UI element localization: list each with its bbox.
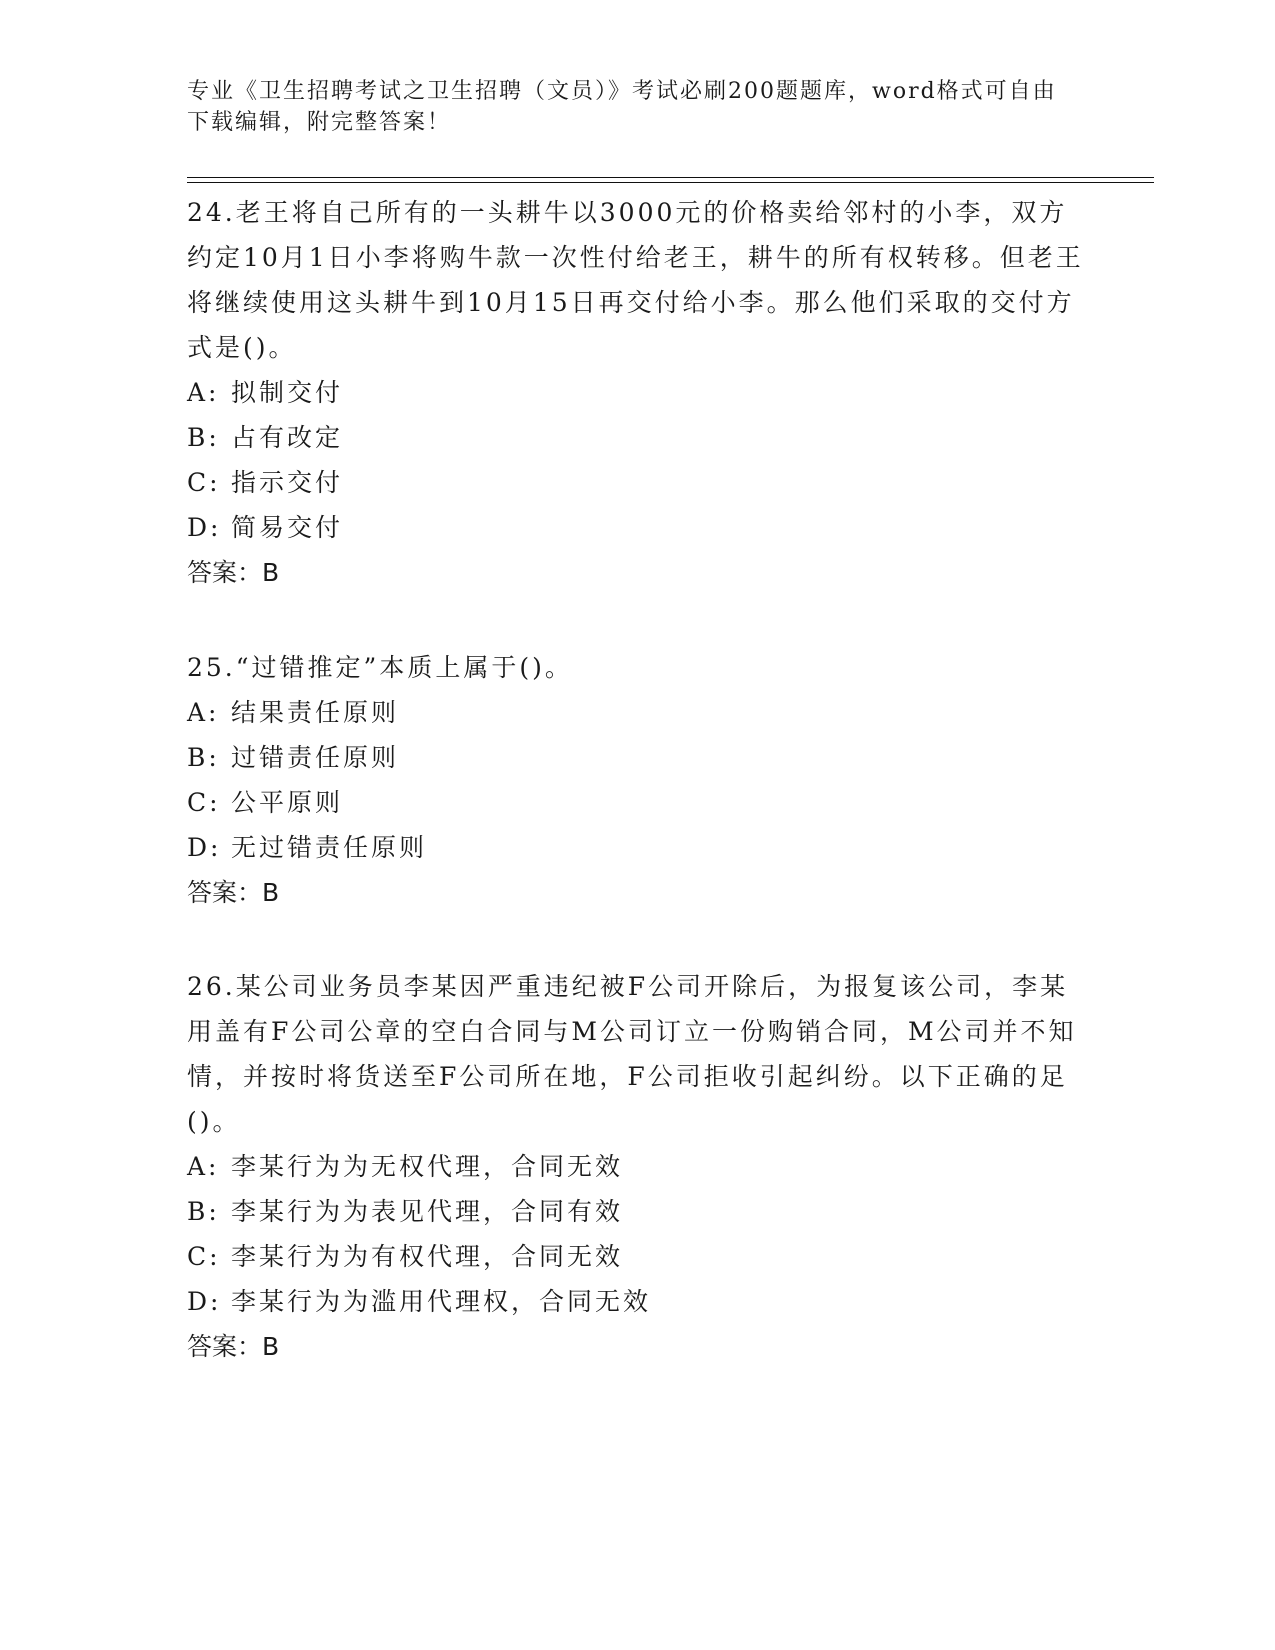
answer-line: 答案：B bbox=[187, 878, 280, 907]
option-text: 李某行为为滥用代理权，合同无效 bbox=[231, 1287, 652, 1316]
option-text: 公平原则 bbox=[231, 788, 344, 817]
option-text: 李某行为为有权代理，合同无效 bbox=[231, 1242, 624, 1271]
option-text: 占有改定 bbox=[231, 423, 344, 452]
option-text: 简易交付 bbox=[231, 513, 344, 542]
option-key: B: bbox=[187, 743, 220, 772]
question-24 bbox=[187, 190, 1087, 595]
question-25 bbox=[187, 645, 1087, 915]
option-key: D: bbox=[187, 1287, 222, 1316]
option-key: B: bbox=[187, 423, 220, 452]
option-a bbox=[187, 370, 1087, 415]
option-b bbox=[187, 415, 1087, 460]
option-key: C: bbox=[187, 788, 221, 817]
answer-line: 答案：B bbox=[187, 558, 280, 587]
question-text: 26.某公司业务员李某因严重违纪被F公司开除后，为报复该公司，李某用盖有F公司公章的空白合同与M公司订立一份购销合同，M公司并不知情，并按时将货送至F公司所在地，F公司拒收引起纠纷。以下正确的足()。 bbox=[187, 972, 1077, 1136]
option-text: 无过错责任原则 bbox=[231, 833, 428, 862]
option-text: 李某行为为表见代理，合同有效 bbox=[231, 1197, 624, 1226]
option-c bbox=[187, 780, 1087, 825]
question-text: 24.老王将自己所有的一头耕牛以3000元的价格卖给邻村的小李，双方约定10月1日小李将购牛款一次性付给老王，耕牛的所有权转移。但老王将继续使用这头耕牛到10月15日再交付给小李。那么他们采取的交付方式是()。 bbox=[187, 198, 1084, 362]
option-b bbox=[187, 735, 1087, 780]
option-key: B: bbox=[187, 1197, 220, 1226]
question-26 bbox=[187, 964, 1087, 1369]
option-c bbox=[187, 460, 1087, 505]
option-text: 结果责任原则 bbox=[231, 698, 400, 727]
option-a bbox=[187, 690, 1087, 735]
answer-line: 答案：B bbox=[187, 1332, 280, 1361]
option-d bbox=[187, 825, 1087, 870]
document-header: 专业《卫生招聘考试之卫生招聘（文员）》考试必刷200题题库，word格式可自由下载编辑，附完整答案！ bbox=[187, 79, 1057, 135]
option-text: 拟制交付 bbox=[231, 378, 344, 407]
option-key: D: bbox=[187, 513, 222, 542]
option-text: 过错责任原则 bbox=[231, 743, 400, 772]
option-key: A: bbox=[187, 1152, 220, 1181]
option-d bbox=[187, 1279, 1087, 1324]
option-a bbox=[187, 1144, 1087, 1189]
option-c bbox=[187, 1234, 1087, 1279]
option-key: C: bbox=[187, 1242, 221, 1271]
option-key: A: bbox=[187, 378, 220, 407]
option-key: A: bbox=[187, 698, 220, 727]
option-text: 指示交付 bbox=[231, 468, 344, 497]
header-divider-top bbox=[187, 177, 1154, 178]
header-divider-bottom bbox=[187, 182, 1154, 183]
question-text: 25.“过错推定”本质上属于()。 bbox=[187, 653, 573, 682]
option-key: C: bbox=[187, 468, 221, 497]
option-text: 李某行为为无权代理，合同无效 bbox=[231, 1152, 624, 1181]
option-d bbox=[187, 505, 1087, 550]
option-b bbox=[187, 1189, 1087, 1234]
option-key: D: bbox=[187, 833, 222, 862]
